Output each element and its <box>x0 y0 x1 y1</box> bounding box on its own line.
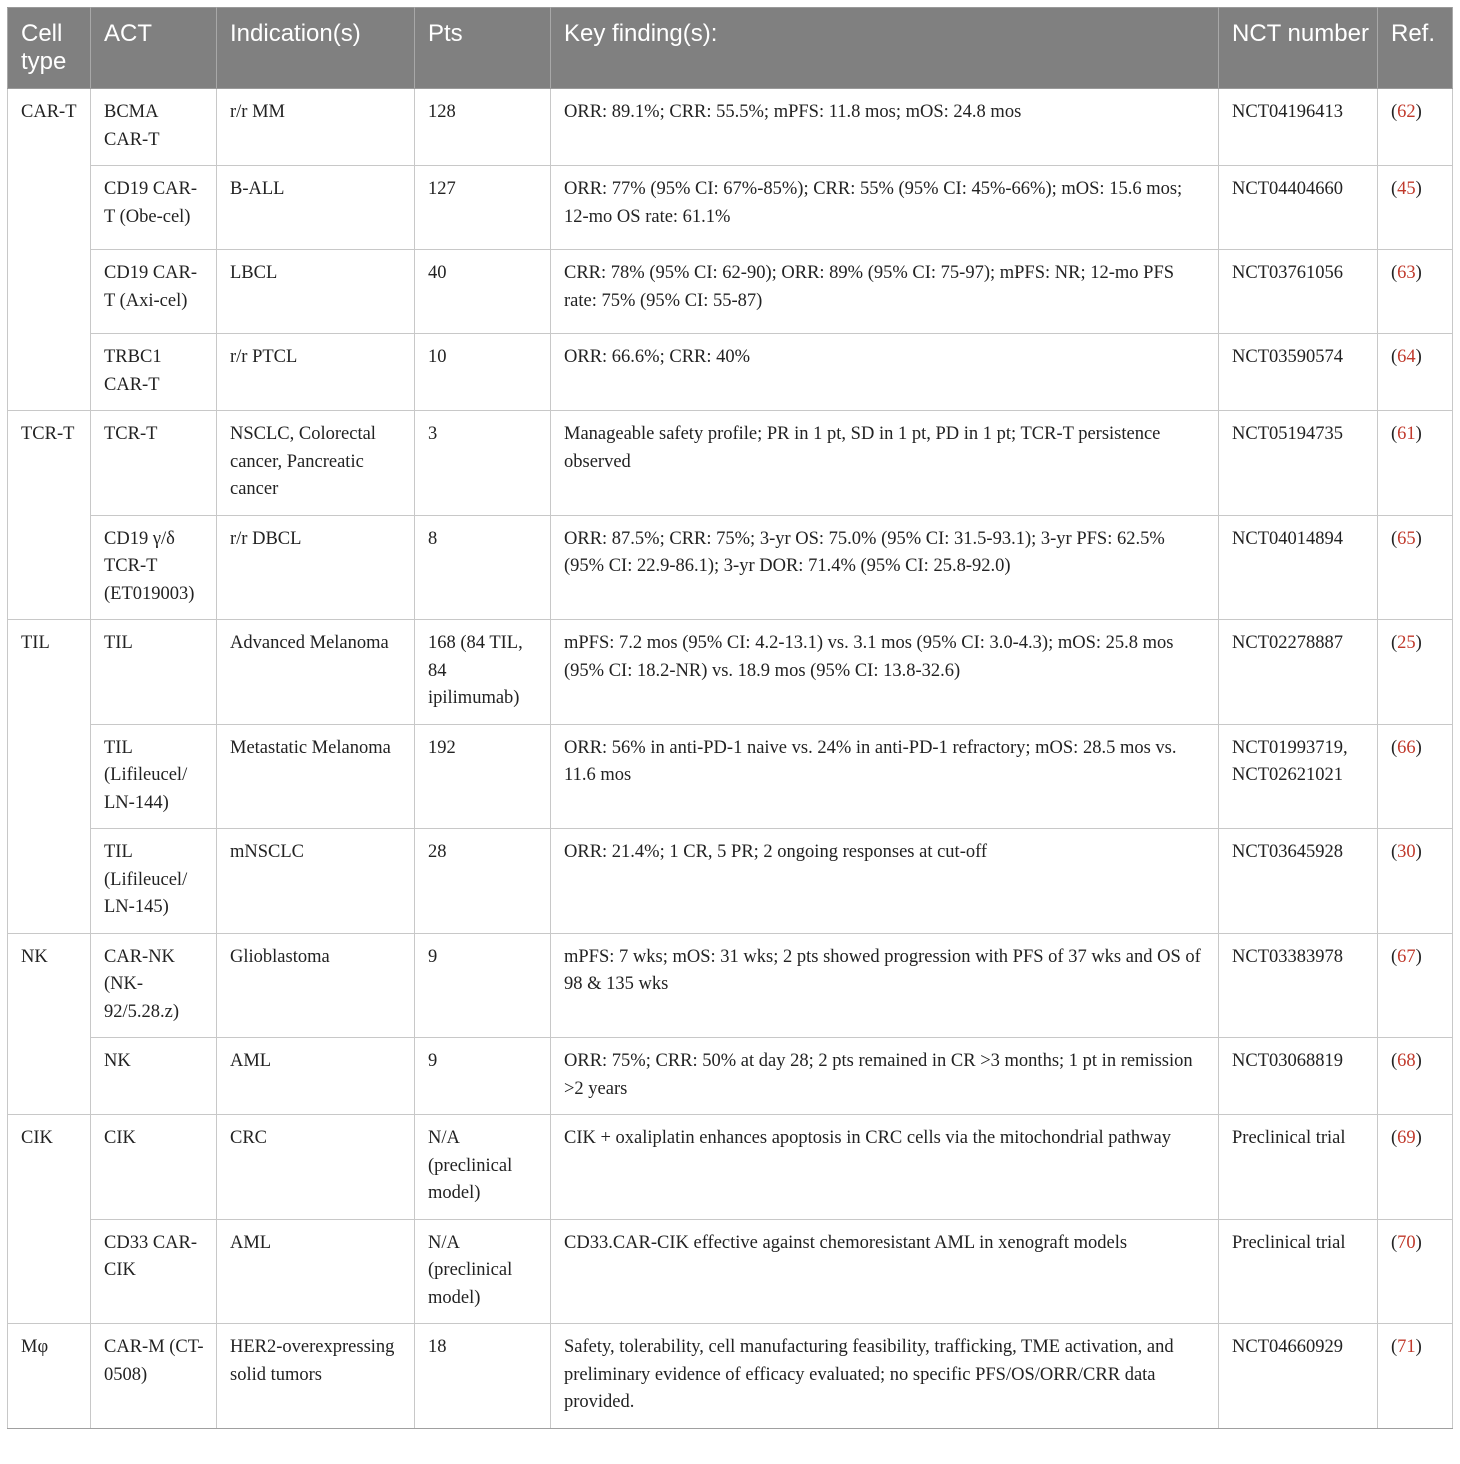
pts-cell: 28 <box>415 829 551 934</box>
table-row <box>8 334 1453 411</box>
table-row <box>8 411 1453 516</box>
pts-cell: 3 <box>415 411 551 516</box>
ref-cell: (45) <box>1378 166 1453 250</box>
cell-type: CIK <box>8 1115 91 1324</box>
nct-number-cell: NCT04014894 <box>1219 515 1378 620</box>
ref-cell: (69) <box>1378 1115 1453 1220</box>
key-finding-cell: CRR: 78% (95% CI: 62-90); ORR: 89% (95% CI: 75-97); mPFS: NR; 12-mo PFS rate: 75% (95% CI: 55-87) <box>551 250 1219 334</box>
header-row <box>8 8 1453 89</box>
cell-type: TIL <box>8 620 91 934</box>
pts-cell: 10 <box>415 334 551 411</box>
indication-cell: B-ALL <box>217 166 415 250</box>
indication-cell: mNSCLC <box>217 829 415 934</box>
table-row <box>8 250 1453 334</box>
table-row <box>8 89 1453 166</box>
cell-type: TCR-T <box>8 411 91 620</box>
indication-cell: LBCL <box>217 250 415 334</box>
ref-link[interactable]: 62 <box>1397 102 1416 122</box>
pts-cell: 168 (84 TIL, 84 ipilimumab) <box>415 620 551 725</box>
pts-cell: 9 <box>415 1038 551 1115</box>
ref-link[interactable]: 45 <box>1397 179 1416 199</box>
ref-cell: (68) <box>1378 1038 1453 1115</box>
key-finding-cell: ORR: 21.4%; 1 CR, 5 PR; 2 ongoing responses at cut-off <box>551 829 1219 934</box>
ref-cell: (30) <box>1378 829 1453 934</box>
nct-number-cell: NCT03590574 <box>1219 334 1378 411</box>
indication-cell: Metastatic Melanoma <box>217 724 415 829</box>
table-row <box>8 515 1453 620</box>
act-cell: CD33 CAR-CIK <box>91 1219 217 1324</box>
act-cell: TCR-T <box>91 411 217 516</box>
act-cell: BCMA CAR-T <box>91 89 217 166</box>
table-row <box>8 1038 1453 1115</box>
ref-cell: (25) <box>1378 620 1453 725</box>
nct-number-cell: NCT03068819 <box>1219 1038 1378 1115</box>
table-row <box>8 933 1453 1038</box>
table-header <box>8 8 1453 89</box>
act-cell: NK <box>91 1038 217 1115</box>
pts-cell: 127 <box>415 166 551 250</box>
cell-type: CAR-T <box>8 89 91 411</box>
cell-type: Mφ <box>8 1324 91 1429</box>
act-cell: CAR-M (CT-0508) <box>91 1324 217 1429</box>
pts-cell: N/A (preclinical model) <box>415 1219 551 1324</box>
nct-number-cell: NCT03645928 <box>1219 829 1378 934</box>
header-act: ACT <box>91 8 217 89</box>
ref-cell: (66) <box>1378 724 1453 829</box>
ref-cell: (70) <box>1378 1219 1453 1324</box>
act-cell: TRBC1 CAR-T <box>91 334 217 411</box>
key-finding-cell: CD33.CAR-CIK effective against chemoresistant AML in xenograft models <box>551 1219 1219 1324</box>
nct-number-cell: NCT03383978 <box>1219 933 1378 1038</box>
ref-link[interactable]: 67 <box>1397 946 1416 967</box>
key-finding-cell: CIK + oxaliplatin enhances apoptosis in CRC cells via the mitochondrial pathway <box>551 1115 1219 1220</box>
ref-link[interactable]: 66 <box>1397 737 1416 758</box>
nct-number-cell: NCT04660929 <box>1219 1324 1378 1429</box>
indication-cell: r/r PTCL <box>217 334 415 411</box>
act-cell: CD19 CAR-T (Obe-cel) <box>91 166 217 250</box>
pts-cell: 192 <box>415 724 551 829</box>
key-finding-cell: ORR: 89.1%; CRR: 55.5%; mPFS: 11.8 mos; mOS: 24.8 mos <box>551 89 1219 166</box>
key-finding-cell: Safety, tolerability, cell manufacturing feasibility, trafficking, TME activation, and preliminary evidence of efficacy evaluated; no specific PFS/OS/ORR/CRR data provided. <box>551 1324 1219 1429</box>
nct-number-cell: Preclinical trial <box>1219 1115 1378 1220</box>
nct-number-cell: NCT04404660 <box>1219 166 1378 250</box>
nct-number-cell: NCT03761056 <box>1219 250 1378 334</box>
table-row <box>8 1324 1453 1429</box>
ref-cell: (63) <box>1378 250 1453 334</box>
key-finding-cell: ORR: 56% in anti-PD-1 naive vs. 24% in anti-PD-1 refractory; mOS: 28.5 mos vs. 11.6 mos <box>551 724 1219 829</box>
nct-number-cell: Preclinical trial <box>1219 1219 1378 1324</box>
ref-link[interactable]: 30 <box>1397 842 1416 862</box>
indication-cell: r/r MM <box>217 89 415 166</box>
pts-cell: 40 <box>415 250 551 334</box>
pts-cell: N/A (preclinical model) <box>415 1115 551 1220</box>
ref-link[interactable]: 68 <box>1397 1051 1416 1071</box>
ref-cell: (62) <box>1378 89 1453 166</box>
act-cell: CIK <box>91 1115 217 1220</box>
table-row <box>8 1219 1453 1324</box>
nct-number-cell: NCT01993719, NCT02621021 <box>1219 724 1378 829</box>
indication-cell: HER2-overexpressing solid tumors <box>217 1324 415 1429</box>
indication-cell: AML <box>217 1038 415 1115</box>
table-row <box>8 829 1453 934</box>
table-body <box>8 89 1453 1429</box>
ref-cell: (71) <box>1378 1324 1453 1429</box>
key-finding-cell: ORR: 75%; CRR: 50% at day 28; 2 pts remained in CR >3 months; 1 pt in remission >2 years <box>551 1038 1219 1115</box>
key-finding-cell: ORR: 66.6%; CRR: 40% <box>551 334 1219 411</box>
header-cell-type: Cell type <box>8 8 91 89</box>
table-row <box>8 1115 1453 1220</box>
header-pts: Pts <box>415 8 551 89</box>
key-finding-cell: mPFS: 7 wks; mOS: 31 wks; 2 pts showed progression with PFS of 37 wks and OS of 98 & 135 wks <box>551 933 1219 1038</box>
key-finding-cell: ORR: 77% (95% CI: 67%-85%); CRR: 55% (95% CI: 45%-66%); mOS: 15.6 mos; 12-mo OS rate: 61.1% <box>551 166 1219 250</box>
ref-link[interactable]: 25 <box>1397 633 1416 653</box>
table-row <box>8 724 1453 829</box>
pts-cell: 9 <box>415 933 551 1038</box>
ref-cell: (65) <box>1378 515 1453 620</box>
table-row <box>8 620 1453 725</box>
table-row <box>8 166 1453 250</box>
act-cell: CD19 γ/δ TCR-T (ET019003) <box>91 515 217 620</box>
ref-link[interactable]: 63 <box>1397 263 1416 283</box>
indication-cell: Advanced Melanoma <box>217 620 415 725</box>
indication-cell: r/r DBCL <box>217 515 415 620</box>
ref-link[interactable]: 61 <box>1397 424 1416 444</box>
ref-link[interactable]: 70 <box>1397 1232 1416 1253</box>
cell-type: NK <box>8 933 91 1115</box>
ref-link[interactable]: 65 <box>1397 528 1416 549</box>
act-cell: TIL (Lifileucel/ LN-144) <box>91 724 217 829</box>
ref-link[interactable]: 71 <box>1397 1337 1416 1357</box>
indication-cell: NSCLC, Colorectal cancer, Pancreatic cancer <box>217 411 415 516</box>
ref-cell: (64) <box>1378 334 1453 411</box>
indication-cell: AML <box>217 1219 415 1324</box>
ref-cell: (67) <box>1378 933 1453 1038</box>
act-cell: CD19 CAR-T (Axi-cel) <box>91 250 217 334</box>
nct-number-cell: NCT04196413 <box>1219 89 1378 166</box>
pts-cell: 128 <box>415 89 551 166</box>
nct-number-cell: NCT02278887 <box>1219 620 1378 725</box>
key-finding-cell: mPFS: 7.2 mos (95% CI: 4.2-13.1) vs. 3.1 mos (95% CI: 3.0-4.3); mOS: 25.8 mos (95% CI: 18.2-NR) vs. 18.9 mos (95% CI: 13.8-32.6) <box>551 620 1219 725</box>
header-indications: Indication(s) <box>217 8 415 89</box>
key-finding-cell: ORR: 87.5%; CRR: 75%; 3-yr OS: 75.0% (95% CI: 31.5-93.1); 3-yr PFS: 62.5% (95% CI: 22.9-86.1); 3-yr DOR: 71.4% (95% CI: 25.8-92.0) <box>551 515 1219 620</box>
act-clinical-table <box>7 7 1453 1429</box>
act-cell: TIL <box>91 620 217 725</box>
act-cell: TIL (Lifileucel/ LN-145) <box>91 829 217 934</box>
header-nct-number: NCT number <box>1219 8 1378 89</box>
indication-cell: Glioblastoma <box>217 933 415 1038</box>
header-key-findings: Key finding(s): <box>551 8 1219 89</box>
pts-cell: 18 <box>415 1324 551 1429</box>
act-cell: CAR-NK (NK-92/5.28.z) <box>91 933 217 1038</box>
nct-number-cell: NCT05194735 <box>1219 411 1378 516</box>
pts-cell: 8 <box>415 515 551 620</box>
key-finding-cell: Manageable safety profile; PR in 1 pt, SD in 1 pt, PD in 1 pt; TCR-T persistence observed <box>551 411 1219 516</box>
header-ref: Ref. <box>1378 8 1453 89</box>
ref-cell: (61) <box>1378 411 1453 516</box>
table-container <box>7 7 1452 1429</box>
ref-link[interactable]: 64 <box>1397 347 1416 367</box>
ref-link[interactable]: 69 <box>1397 1128 1416 1148</box>
indication-cell: CRC <box>217 1115 415 1220</box>
